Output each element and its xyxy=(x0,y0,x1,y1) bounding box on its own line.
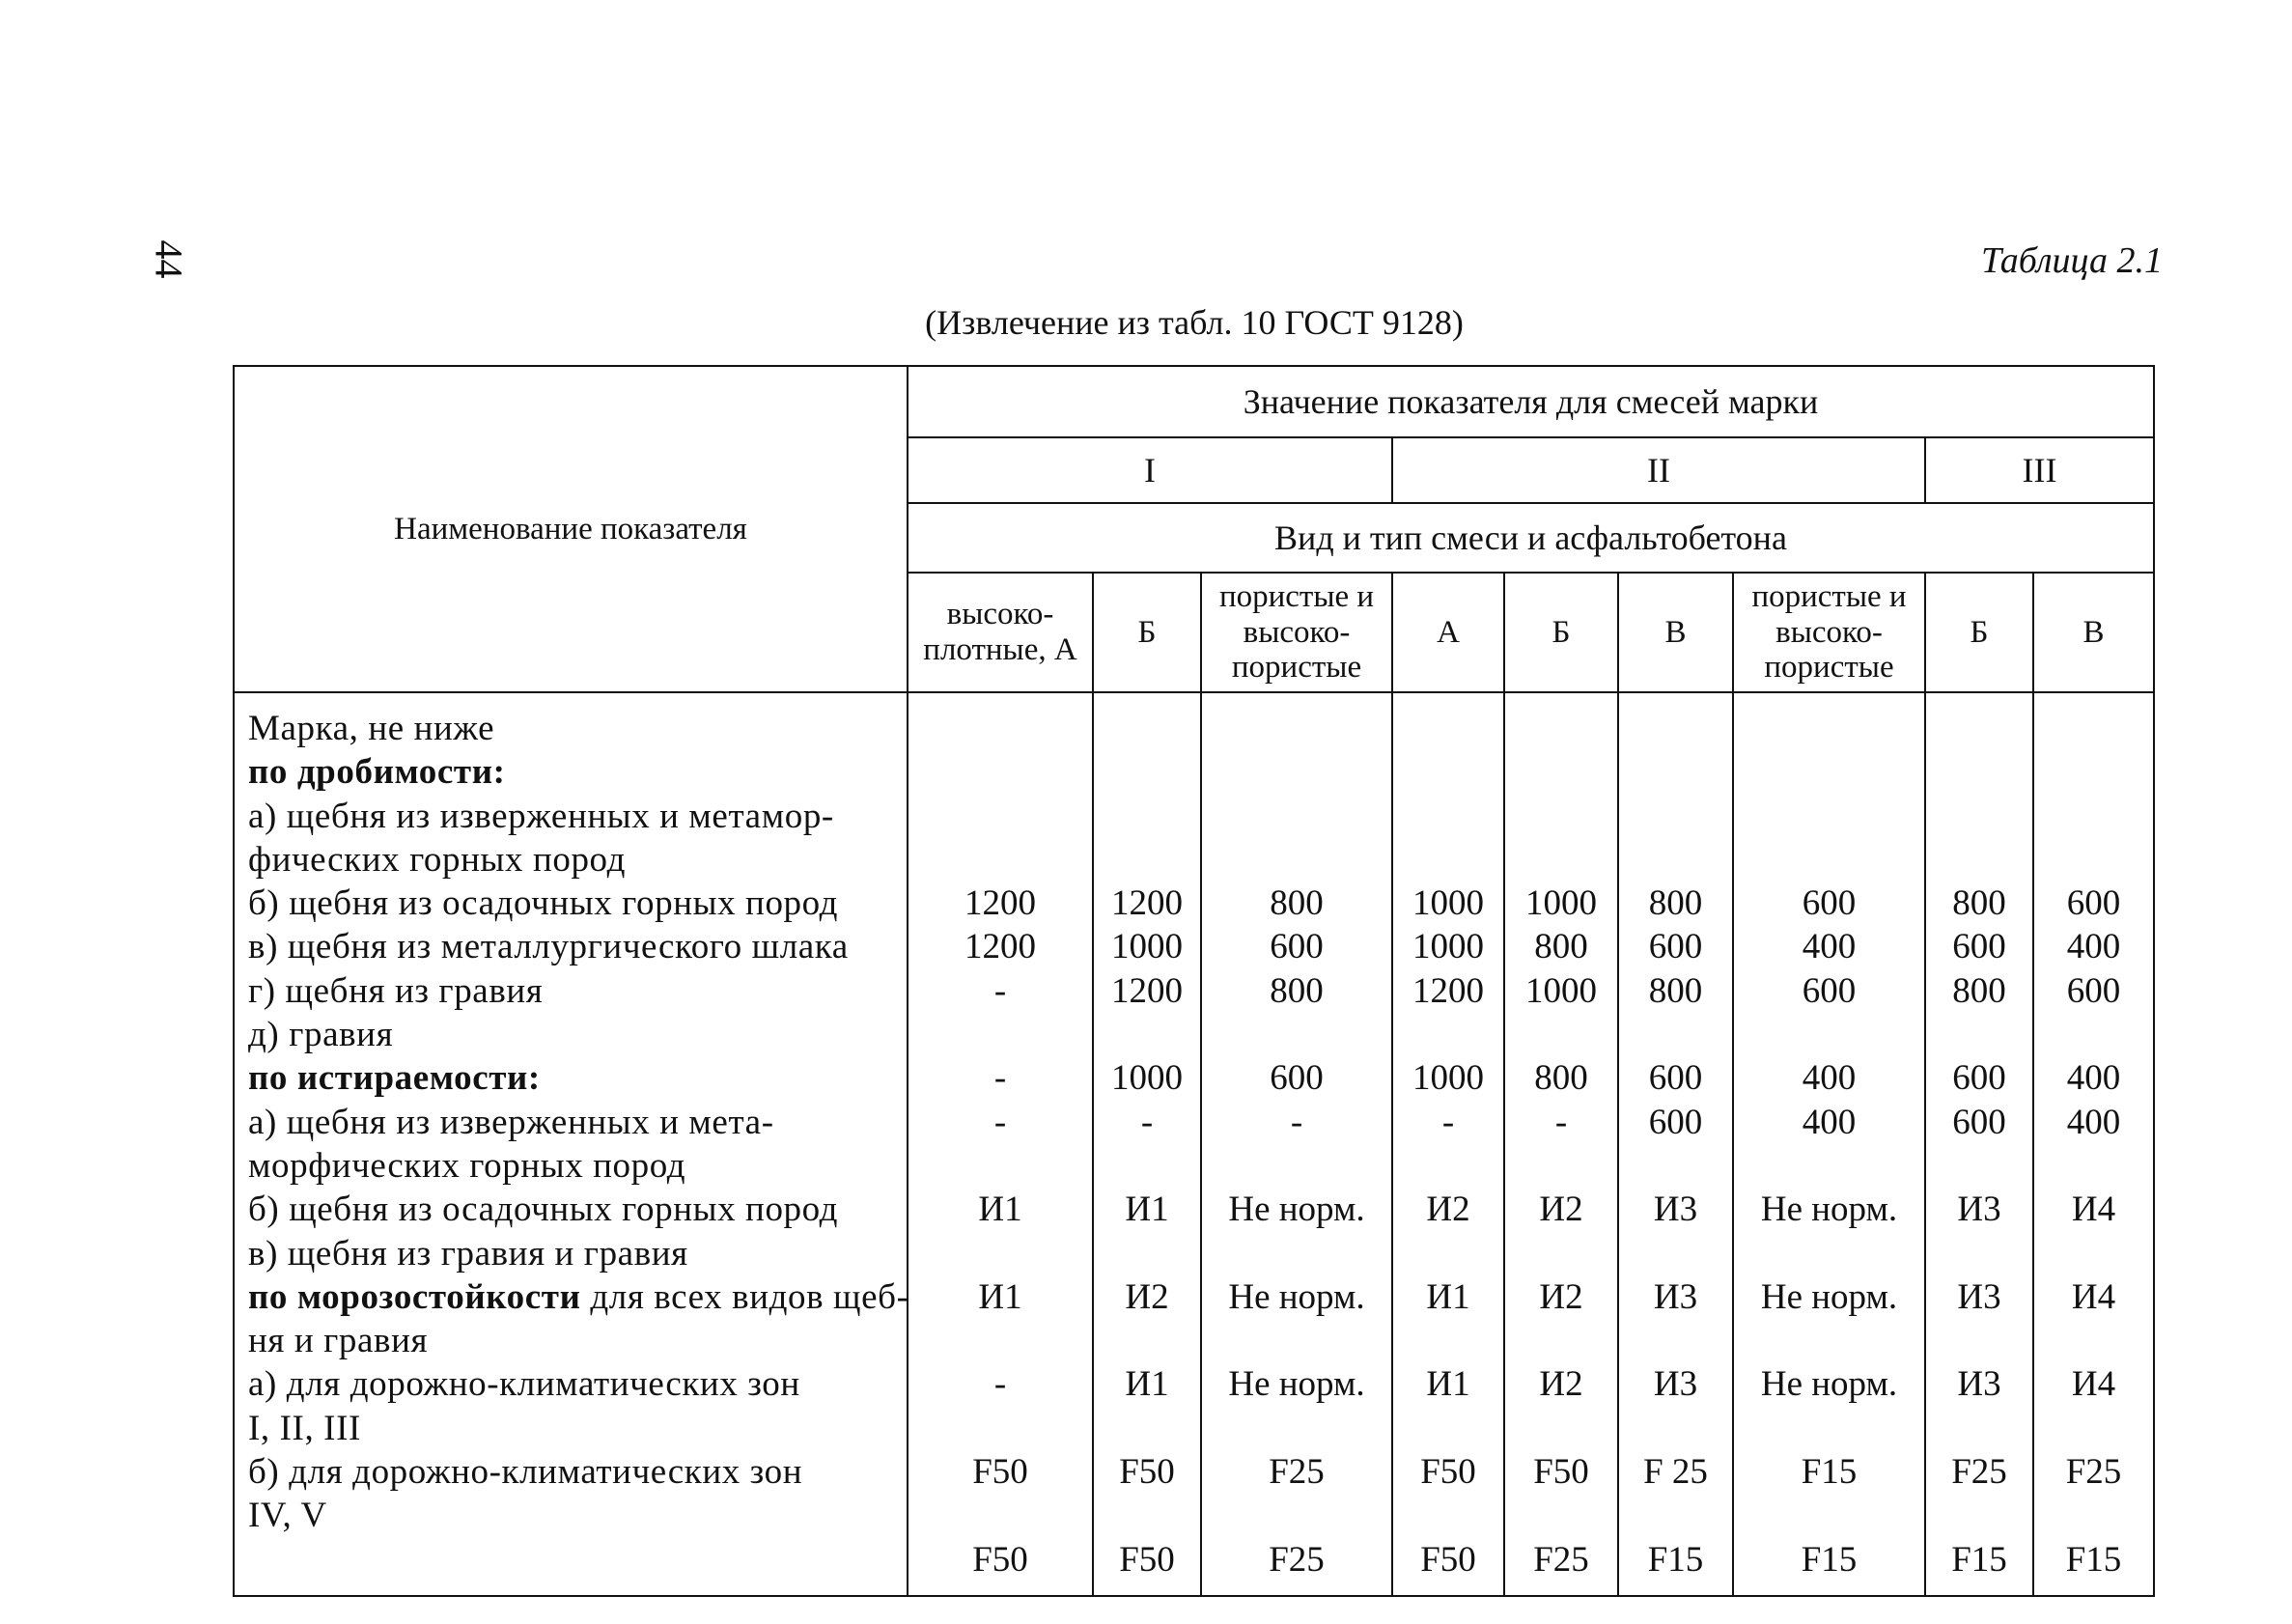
table-cell-value xyxy=(1619,1144,1732,1188)
column-header: пористые и высоко-пористые xyxy=(1201,573,1392,692)
table-cell-value: И3 xyxy=(1957,1276,2001,1317)
table-cell-value: 800 xyxy=(1952,970,2006,1011)
table-cell-value xyxy=(1926,1232,2032,1275)
table-cell-value xyxy=(1094,1319,1200,1362)
value-spacer xyxy=(1734,707,1924,750)
grade-header-2: II xyxy=(1392,437,1925,503)
table-cell-value xyxy=(1926,750,2032,794)
table-cell-value xyxy=(1094,1144,1200,1188)
table-cell-value: 800 xyxy=(1270,970,1324,1011)
table-cell-value xyxy=(1734,1013,1924,1056)
table-cell-value: И3 xyxy=(1653,1190,1698,1230)
table-cell-value: И3 xyxy=(1957,1364,2001,1405)
table-cell-value: F50 xyxy=(1533,1452,1589,1493)
table-cell-value: - xyxy=(993,1364,1007,1405)
table-cell-value: Не норм. xyxy=(1760,1190,1898,1230)
column-header: высоко-плотные, А xyxy=(908,573,1093,692)
table-cell-value xyxy=(1619,1319,1732,1362)
table-cell-value xyxy=(1202,750,1391,794)
table-cell-value: 600 xyxy=(1952,927,2006,967)
table-cell-value xyxy=(1393,795,1503,838)
table-cell-value: F15 xyxy=(2065,1539,2122,1580)
indicator-section: по морозостойкости xyxy=(248,1276,581,1317)
table-cell-value: Не норм. xyxy=(1228,1276,1365,1317)
table-cell-value xyxy=(2034,1013,2153,1056)
table-cell-value xyxy=(1094,795,1200,838)
indicator-line: I, II, III xyxy=(248,1408,361,1448)
table-cell-value xyxy=(1734,1407,1924,1450)
column-header: А xyxy=(1392,573,1504,692)
table-cell-value: 400 xyxy=(1802,927,1857,967)
table-cell-value: 1200 xyxy=(1111,970,1183,1011)
value-spacer xyxy=(1393,707,1503,750)
value-column xyxy=(1392,692,1504,1596)
table-cell-value: - xyxy=(993,1102,1007,1142)
indicator-line: г) щебня из гравия xyxy=(248,970,544,1011)
table-cell-value: 1000 xyxy=(1111,1058,1183,1099)
table-cell-value xyxy=(1926,838,2032,882)
value-column xyxy=(1925,692,2033,1596)
table-cell-value: И1 xyxy=(1125,1190,1169,1230)
value-spacer xyxy=(1202,707,1391,750)
table-cell-value: И3 xyxy=(1653,1364,1698,1405)
table-cell-value xyxy=(908,1319,1092,1362)
table-cell-value xyxy=(2034,1319,2153,1362)
table-cell-value: - xyxy=(1441,1102,1455,1142)
table-cell-value: 600 xyxy=(1952,1102,2006,1142)
table-cell-value xyxy=(1734,1319,1924,1362)
table-cell-value xyxy=(2034,750,2153,794)
table-cell-value xyxy=(1926,1144,2032,1188)
table-cell-value xyxy=(2034,1494,2153,1537)
value-spacer xyxy=(2034,707,2153,750)
table-cell-value xyxy=(1505,795,1617,838)
table-cell-value: И2 xyxy=(1426,1190,1470,1230)
column-header: пористые и высоко-пористые xyxy=(1733,573,1925,692)
table-cell-value xyxy=(1393,1232,1503,1275)
table-cell-value: F25 xyxy=(1951,1452,2007,1493)
table-cell-value: 800 xyxy=(1534,927,1588,967)
table-cell-value: 600 xyxy=(1648,1102,1703,1142)
table-cell-value: 600 xyxy=(1952,1058,2006,1099)
indicator-line: Марка, не ниже xyxy=(248,709,495,748)
table-cell-value xyxy=(2034,1232,2153,1275)
column-header: В xyxy=(2033,573,2154,692)
table-cell-value: И2 xyxy=(1125,1276,1169,1317)
table-cell-value xyxy=(1619,750,1732,794)
table-cell-value xyxy=(1202,1319,1391,1362)
table-cell-value: 1200 xyxy=(1412,970,1484,1011)
indicator-line: фических горных пород xyxy=(248,839,627,880)
table-cell-value xyxy=(1094,750,1200,794)
grade-header-3: III xyxy=(1925,437,2154,503)
column-header: В xyxy=(1618,573,1733,692)
indicator-line: б) для дорожно-климатических зон xyxy=(248,1452,803,1493)
table-cell-value: 1000 xyxy=(1525,970,1597,1011)
value-spacer xyxy=(908,707,1092,750)
table-cell-value: Не норм. xyxy=(1760,1364,1898,1405)
table-cell-value: Не норм. xyxy=(1228,1364,1365,1405)
table-cell-value xyxy=(1926,1407,2032,1450)
table-cell-value xyxy=(1619,1232,1732,1275)
table-cell-value: - xyxy=(1140,1102,1154,1142)
table-cell-value: И2 xyxy=(1539,1276,1583,1317)
table-cell-value: F50 xyxy=(972,1539,1028,1580)
table-cell-value: F 25 xyxy=(1643,1452,1708,1493)
table-cell-value: И2 xyxy=(1539,1190,1583,1230)
table-cell-value: - xyxy=(993,1058,1007,1099)
table-cell-value xyxy=(1734,838,1924,882)
table-cell-value: 1000 xyxy=(1412,883,1484,924)
table-cell-value xyxy=(1393,1319,1503,1362)
table-cell-value xyxy=(1734,750,1924,794)
table-cell-value: F25 xyxy=(2065,1452,2122,1493)
table-cell-value: - xyxy=(993,970,1007,1011)
table-cell-value: F50 xyxy=(1420,1539,1476,1580)
table-caption: (Извлечение из табл. 10 ГОСТ 9128) xyxy=(925,303,1464,342)
value-title-header: Значение показателя для смесей марки xyxy=(908,366,2154,437)
table-cell-value: - xyxy=(1290,1102,1303,1142)
table-cell-value: F50 xyxy=(972,1452,1028,1493)
indicator-line: в) щебня из гравия и гравия xyxy=(248,1233,688,1274)
table-cell-value xyxy=(1619,1407,1732,1450)
table-label: Таблица 2.1 xyxy=(1981,240,2163,281)
indicator-section: по дробимости: xyxy=(248,752,506,793)
table-cell-value xyxy=(2034,1144,2153,1188)
table-cell-value xyxy=(1094,1013,1200,1056)
value-spacer xyxy=(1926,707,2032,750)
indicator-line: д) гравия xyxy=(248,1015,394,1055)
table-cell-value: И3 xyxy=(1957,1190,2001,1230)
table-cell-value: И3 xyxy=(1653,1276,1698,1317)
indicator-line: IV, V xyxy=(248,1496,327,1536)
table-cell-value: 1200 xyxy=(964,927,1036,967)
indicator-line xyxy=(248,1275,909,1319)
table-cell-value xyxy=(1505,1013,1617,1056)
table-cell-value: F15 xyxy=(1647,1539,1704,1580)
table-cell-value: 600 xyxy=(1270,927,1324,967)
table-cell-value: 400 xyxy=(1802,1102,1857,1142)
table-cell-value: F15 xyxy=(1801,1452,1858,1493)
indicator-line: в) щебня из металлургического шлака xyxy=(248,927,849,967)
table-cell-value: F25 xyxy=(1533,1539,1589,1580)
table-cell-value xyxy=(1202,1407,1391,1450)
table-cell-value: F50 xyxy=(1119,1539,1175,1580)
table-cell-value: F15 xyxy=(1801,1539,1858,1580)
table-cell-value xyxy=(1505,1232,1617,1275)
table-cell-value: 600 xyxy=(2066,883,2121,924)
table-cell-value: F15 xyxy=(1951,1539,2007,1580)
table-cell-value xyxy=(908,1144,1092,1188)
table-cell-value: 1200 xyxy=(1111,883,1183,924)
table-cell-value xyxy=(1734,1144,1924,1188)
indicator-line: а) щебня из изверженных и метамор- xyxy=(248,796,834,836)
indicator-names xyxy=(234,692,908,1596)
table-cell-value xyxy=(908,838,1092,882)
table-cell-value: И4 xyxy=(2071,1276,2116,1317)
table-cell-value: И1 xyxy=(1426,1276,1470,1317)
indicator-line: морфических горных пород xyxy=(248,1145,686,1186)
table-cell-value: И4 xyxy=(2071,1364,2116,1405)
table-cell-value xyxy=(908,1232,1092,1275)
table-cell-value: 600 xyxy=(1802,883,1857,924)
table-cell-value xyxy=(1926,1319,2032,1362)
value-column xyxy=(2033,692,2154,1596)
table-cell-value xyxy=(1094,1232,1200,1275)
table-cell-value: Не норм. xyxy=(1228,1190,1365,1230)
table-cell-value xyxy=(1926,1494,2032,1537)
table-cell-value xyxy=(1505,838,1617,882)
table-cell-value xyxy=(2034,1407,2153,1450)
table-cell-value: 600 xyxy=(1648,1058,1703,1099)
table-cell-value xyxy=(1202,795,1391,838)
value-spacer xyxy=(1094,707,1200,750)
value-column xyxy=(1201,692,1392,1596)
table-cell-value xyxy=(1393,838,1503,882)
table-cell-value xyxy=(1734,795,1924,838)
table-cell-value: 400 xyxy=(1802,1058,1857,1099)
table-cell-value xyxy=(1094,1407,1200,1450)
table-cell-value xyxy=(1505,750,1617,794)
table-cell-value: 1000 xyxy=(1412,1058,1484,1099)
indicator-line: б) щебня из осадочных горных пород xyxy=(248,1190,839,1230)
value-spacer xyxy=(1619,707,1732,750)
indicator-line: а) щебня из изверженных и мета- xyxy=(248,1102,774,1142)
table-cell-value: И1 xyxy=(1426,1364,1470,1405)
table-cell-value: 800 xyxy=(1270,883,1324,924)
table-cell-value: И1 xyxy=(1125,1364,1169,1405)
table-cell-value xyxy=(2034,838,2153,882)
column-header: Б xyxy=(1504,573,1618,692)
table-cell-value xyxy=(1926,1013,2032,1056)
table-cell-value: И1 xyxy=(978,1190,1022,1230)
table-cell-value: 400 xyxy=(2066,1102,2121,1142)
value-column xyxy=(1093,692,1201,1596)
table-cell-value xyxy=(1619,795,1732,838)
table-cell-value: Не норм. xyxy=(1760,1276,1898,1317)
table-cell-value: 1000 xyxy=(1111,927,1183,967)
table-cell-value: 1000 xyxy=(1412,927,1484,967)
table-cell-value xyxy=(1505,1494,1617,1537)
table-cell-value xyxy=(1202,838,1391,882)
table-cell-value xyxy=(908,1013,1092,1056)
table-cell-value xyxy=(1505,1407,1617,1450)
table-cell-value xyxy=(1734,1232,1924,1275)
name-column-header: Наименование показателя xyxy=(234,366,908,692)
table-cell-value: 600 xyxy=(1648,927,1703,967)
column-header: Б xyxy=(1093,573,1201,692)
table-cell-value xyxy=(1202,1494,1391,1537)
indicator-line: ня и гравия xyxy=(248,1321,429,1361)
table-cell-value: F50 xyxy=(1119,1452,1175,1493)
table-cell-value xyxy=(1926,795,2032,838)
table-cell-value: 400 xyxy=(2066,1058,2121,1099)
value-column xyxy=(1733,692,1925,1596)
table-cell-value xyxy=(908,1494,1092,1537)
mix-type-header: Вид и тип смеси и асфальтобетона xyxy=(908,503,2154,573)
page-number: 44 xyxy=(147,239,191,279)
value-spacer xyxy=(1505,707,1617,750)
value-column xyxy=(1504,692,1618,1596)
table-cell-value: 800 xyxy=(1952,883,2006,924)
table-cell-value: 800 xyxy=(1648,970,1703,1011)
value-column xyxy=(908,692,1093,1596)
table-cell-value: И4 xyxy=(2071,1190,2116,1230)
table-cell-value: 1000 xyxy=(1525,883,1597,924)
table-cell-value xyxy=(1094,1494,1200,1537)
table-cell-value xyxy=(1202,1144,1391,1188)
table-cell-value xyxy=(1393,1494,1503,1537)
table-cell-value xyxy=(2034,795,2153,838)
table-cell-value xyxy=(1734,1494,1924,1537)
table-cell-value xyxy=(1094,838,1200,882)
table-cell-value: - xyxy=(1554,1102,1568,1142)
table-cell-value: И1 xyxy=(978,1276,1022,1317)
table-cell-value: F50 xyxy=(1420,1452,1476,1493)
column-header: Б xyxy=(1925,573,2033,692)
indicator-section: по истираемости: xyxy=(248,1058,541,1099)
table-cell-value xyxy=(1393,1144,1503,1188)
indicator-line: а) для дорожно-климатических зон xyxy=(248,1364,800,1405)
table-cell-value xyxy=(1619,1494,1732,1537)
table-cell-value: 1200 xyxy=(964,883,1036,924)
indicator-text: для всех видов щеб- xyxy=(580,1276,909,1317)
table-cell-value: F25 xyxy=(1269,1539,1325,1580)
table-cell-value xyxy=(908,795,1092,838)
data-table xyxy=(233,365,2155,1597)
table-cell-value xyxy=(908,750,1092,794)
table-cell-value xyxy=(1619,1013,1732,1056)
table-cell-value: 600 xyxy=(2066,970,2121,1011)
table-cell-value xyxy=(1505,1144,1617,1188)
value-column xyxy=(1618,692,1733,1596)
table-cell-value xyxy=(1202,1232,1391,1275)
table-cell-value xyxy=(1393,1013,1503,1056)
table-cell-value: 400 xyxy=(2066,927,2121,967)
table-cell-value xyxy=(908,1407,1092,1450)
table-cell-value xyxy=(1505,1319,1617,1362)
table-cell-value: И2 xyxy=(1539,1364,1583,1405)
table-cell-value: 600 xyxy=(1802,970,1857,1011)
table-cell-value: 600 xyxy=(1270,1058,1324,1099)
table-cell-value xyxy=(1202,1013,1391,1056)
table-cell-value: 800 xyxy=(1648,883,1703,924)
table-cell-value: 800 xyxy=(1534,1058,1588,1099)
table-cell-value xyxy=(1393,750,1503,794)
table-cell-value: F25 xyxy=(1269,1452,1325,1493)
table-cell-value xyxy=(1393,1407,1503,1450)
grade-header-1: I xyxy=(908,437,1392,503)
table-cell-value xyxy=(1619,838,1732,882)
indicator-line: б) щебня из осадочных горных пород xyxy=(248,883,839,924)
